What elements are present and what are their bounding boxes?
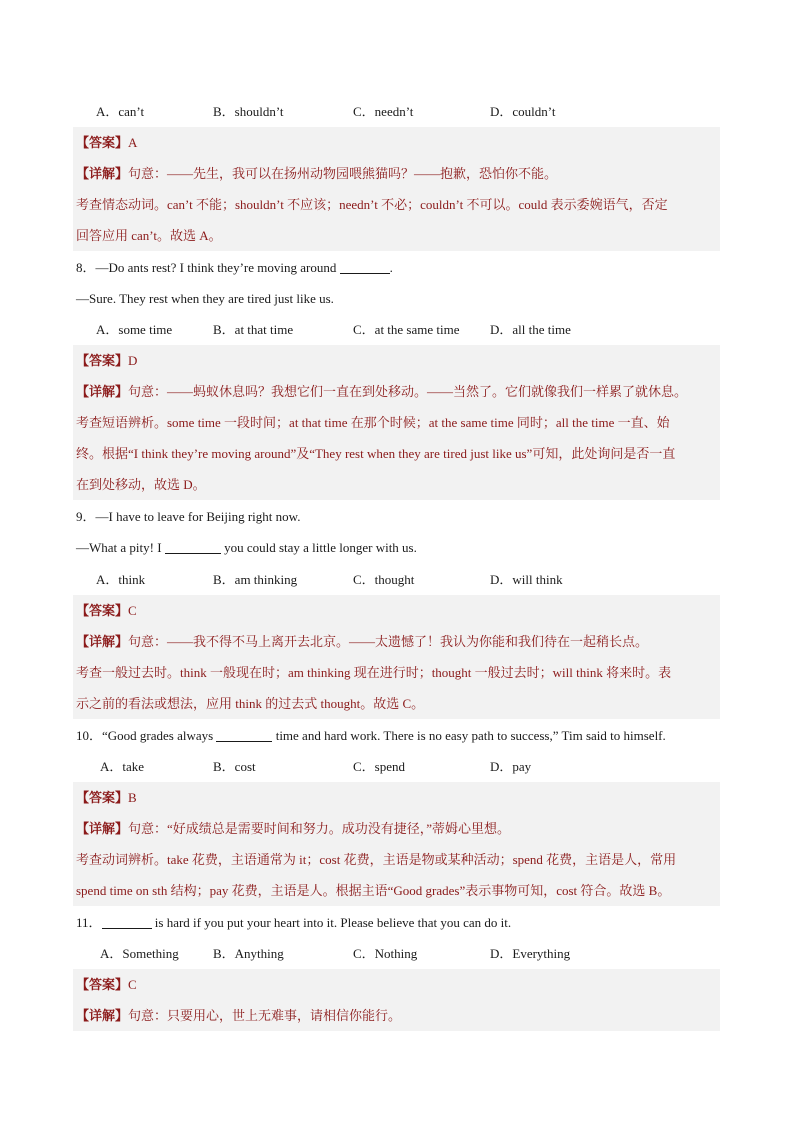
explain-tag: 【详解】 (76, 821, 129, 836)
option-a: A．take (100, 759, 145, 774)
option-b: B．am thinking (213, 572, 298, 587)
option-b: B．Anything (213, 946, 284, 961)
answer-line (73, 127, 720, 158)
option-c: C．Nothing (353, 946, 418, 961)
option-c: C．at the same time (353, 322, 460, 337)
question-number: 9． (76, 509, 96, 524)
question-number: 8． (76, 260, 96, 275)
option-a: A．think (96, 572, 146, 587)
options-row (100, 938, 744, 969)
explanation-block (73, 813, 720, 906)
explanation-block (73, 1000, 720, 1031)
answer-value: B (128, 790, 137, 805)
explain-row: 回答应用 can’t。故选 A。 (76, 228, 222, 243)
option-d: D．Everything (490, 946, 571, 961)
answer-line (73, 782, 720, 813)
question-number: 11． (76, 915, 102, 930)
explain-row: 句意：——先生，我可以在扬州动物园喂熊猫吗？——抱歉，恐怕你不能。 (128, 166, 558, 181)
answer-line (73, 345, 720, 376)
options-row (96, 314, 740, 345)
option-b: B．cost (213, 759, 256, 774)
answer-block (73, 345, 720, 376)
explain-row: 考查一般过去时。think 一般现在时；am thinking 现在进行时；thought 一般过去时；will think 将来时。表 (76, 665, 672, 680)
option-c: C．spend (353, 759, 406, 774)
answer-tag: 【答案】 (76, 353, 129, 368)
option-b: B．at that time (213, 322, 294, 337)
answer-value: D (128, 353, 138, 368)
explain-tag: 【详解】 (76, 166, 129, 181)
question-stem (76, 907, 720, 938)
option-b: B．shouldn’t (213, 104, 284, 119)
stem-text: —What a pity! I (76, 540, 165, 555)
explain-row: 终。根据“I think they’re moving around”及“They rest when they are tired just like us”可知，此处询问是否一直 (76, 446, 676, 461)
explain-row: 考查短语辨析。some time 一段时间；at that time 在那个时候；at the same time 同时；all the time 一直、始 (76, 415, 670, 430)
options-row (100, 751, 744, 782)
answer-blank (102, 914, 152, 929)
option-c: C．needn’t (353, 104, 414, 119)
question-stem (76, 720, 720, 751)
stem-text: you could stay a little longer with us. (220, 540, 417, 555)
stem-text: —Do ants rest? I think they’re moving around (95, 260, 340, 275)
explain-tag: 【详解】 (76, 634, 129, 649)
options-row (96, 564, 740, 595)
answer-blank (340, 259, 390, 274)
explain-row: 考查情态动词。can’t 不能；shouldn’t 不应该；needn’t 不必；couldn’t 不可以。could 表示委婉语气，否定 (76, 197, 668, 212)
answer-block (73, 595, 720, 626)
explain-row: 考查动词辨析。take 花费，主语通常为 it；cost 花费，主语是物或某种活动；spend 花费，主语是人，常用 (76, 852, 677, 867)
question-stem (76, 252, 720, 283)
question-stem-line2 (76, 532, 720, 563)
stem-text: “Good grades always (102, 728, 217, 743)
explain-row: 句意：——蚂蚁休息吗？我想它们一直在到处移动。——当然了。它们就像我们一样累了就休息。 (128, 384, 688, 399)
explanation (73, 1000, 720, 1031)
explain-row: 在到处移动，故选 D。 (76, 477, 206, 492)
answer-blank (165, 539, 221, 554)
explain-row: 句意：只要用心，世上无难事，请相信你能行。 (128, 1008, 402, 1023)
stem-text: —I have to leave for Beijing right now. (95, 509, 301, 524)
explanation (73, 626, 720, 719)
options-row (96, 96, 740, 127)
answer-block (73, 969, 720, 1000)
explanation (73, 376, 720, 500)
answer-tag: 【答案】 (76, 603, 129, 618)
option-d: D．pay (490, 759, 532, 774)
explain-row: 句意：“好成绩总是需要时间和努力。成功没有捷径，”蒂姆心里想。 (128, 821, 511, 836)
explain-row: spend time on sth 结构；pay 花费，主语是人。根据主语“Good grades”表示事物可知，cost 符合。故选 B。 (76, 883, 671, 898)
explanation-block (73, 626, 720, 719)
stem-text: . (389, 260, 393, 275)
answer-value: C (128, 977, 137, 992)
question-stem (76, 501, 720, 532)
answer-block (73, 782, 720, 813)
option-a: A．Something (100, 946, 179, 961)
explanation-block (73, 376, 720, 500)
answer-block (73, 127, 720, 158)
answer-tag: 【答案】 (76, 977, 129, 992)
answer-value: C (128, 603, 137, 618)
answer-line (73, 969, 720, 1000)
explain-row: 示之前的看法或想法，应用 think 的过去式 thought。故选 C。 (76, 696, 425, 711)
option-d: D．all the time (490, 322, 571, 337)
explanation-block (73, 158, 720, 251)
stem-text: is hard if you put your heart into it. Please believe that you can do it. (151, 915, 512, 930)
stem-text: time and hard work. There is no easy path to success,” Tim said to himself. (272, 728, 666, 743)
explain-tag: 【详解】 (76, 384, 129, 399)
answer-tag: 【答案】 (76, 790, 129, 805)
answer-tag: 【答案】 (76, 135, 129, 150)
option-d: D．will think (490, 572, 563, 587)
answer-line (73, 595, 720, 626)
answer-value: A (128, 135, 138, 150)
answer-blank (216, 727, 272, 742)
explanation (73, 813, 720, 906)
option-a: A．can’t (96, 104, 145, 119)
option-c: C．thought (353, 572, 415, 587)
option-d: D．couldn’t (490, 104, 556, 119)
explanation (73, 158, 720, 251)
question-stem-line2: —Sure. They rest when they are tired just like us. (76, 291, 334, 306)
explain-tag: 【详解】 (76, 1008, 129, 1023)
explain-row: 句意：——我不得不马上离开去北京。——太遗憾了！我认为你能和我们待在一起稍长点。 (128, 634, 649, 649)
option-a: A．some time (96, 322, 173, 337)
question-number: 10． (76, 728, 103, 743)
